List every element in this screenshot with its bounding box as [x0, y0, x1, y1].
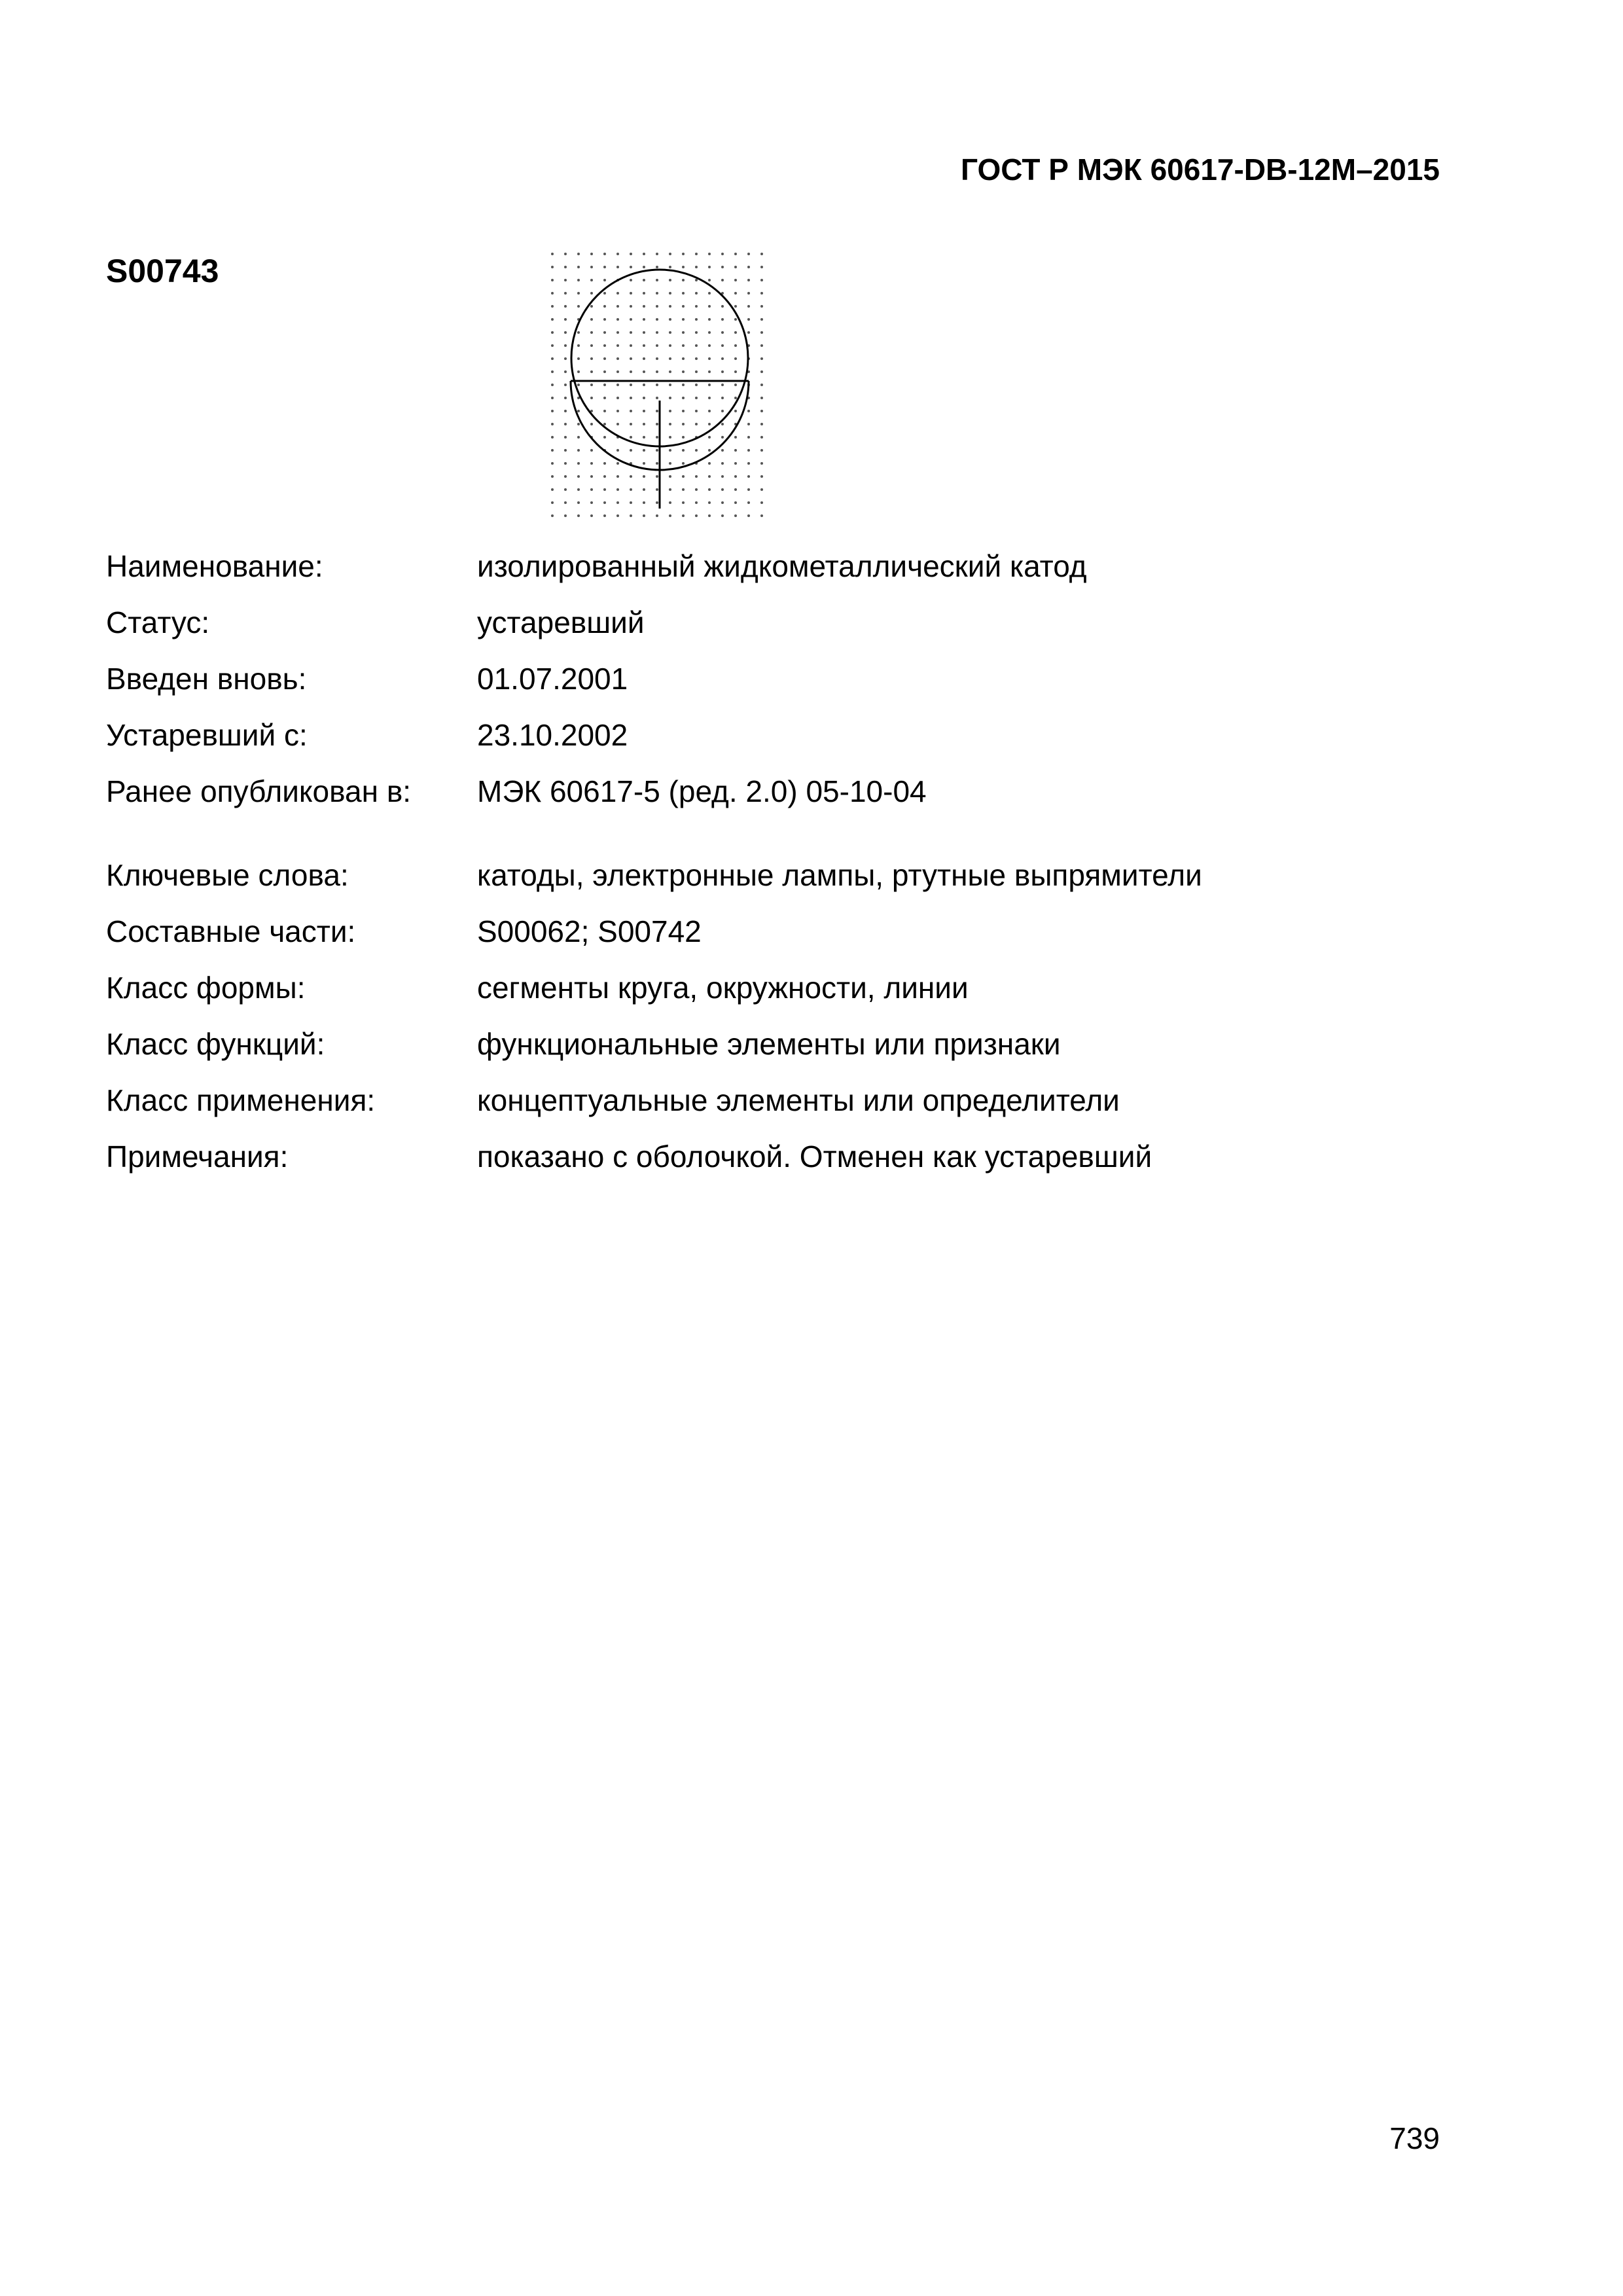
- field-label: Класс функций:: [106, 1027, 325, 1061]
- field-row-function-class: [106, 1016, 1480, 1072]
- field-row-notes: [106, 1128, 1480, 1185]
- field-label: Устаревший с:: [106, 718, 308, 752]
- field-value: 01.07.2001: [477, 662, 628, 696]
- standard-header: ГОСТ Р МЭК 60617-DB-12M–2015: [961, 152, 1440, 187]
- field-row-status: [106, 594, 1480, 651]
- field-label: Составные части:: [106, 914, 356, 948]
- attribute-table: [106, 538, 1480, 1185]
- field-value: функциональные элементы или признаки: [477, 1027, 1061, 1061]
- liquid-metal-cathode-symbol-icon: [548, 250, 771, 525]
- field-value: МЭК 60617-5 (ред. 2.0) 05-10-04: [477, 774, 927, 808]
- field-label: Ключевые слова:: [106, 858, 349, 892]
- field-label: Наименование:: [106, 549, 323, 583]
- field-value: S00062; S00742: [477, 914, 702, 948]
- field-row-shape-class: [106, 960, 1480, 1016]
- field-value: устаревший: [477, 605, 645, 639]
- field-value: катоды, электронные лампы, ртутные выпрямители: [477, 858, 1202, 892]
- field-label: Класс формы:: [106, 971, 306, 1005]
- field-label: Ранее опубликован в:: [106, 774, 412, 808]
- field-row-introduced: [106, 651, 1480, 707]
- field-value: концептуальные элементы или определители: [477, 1083, 1120, 1117]
- field-row-obsolete-since: [106, 707, 1480, 763]
- field-value: показано с оболочкой. Отменен как устаревший: [477, 1139, 1152, 1174]
- field-value: сегменты круга, окружности, линии: [477, 971, 969, 1005]
- field-value: изолированный жидкометаллический катод: [477, 549, 1087, 583]
- page-number: 739: [1389, 2121, 1440, 2155]
- field-row-previously-published: [106, 763, 1480, 819]
- field-row-name: [106, 538, 1480, 594]
- field-label: Введен вновь:: [106, 662, 307, 696]
- field-label: Класс применения:: [106, 1083, 376, 1117]
- symbol-code: S00743: [106, 253, 219, 289]
- field-row-application-class: [106, 1072, 1480, 1128]
- field-row-keywords: [106, 847, 1480, 903]
- field-row-components: [106, 903, 1480, 960]
- field-label: Примечания:: [106, 1139, 289, 1174]
- field-value: 23.10.2002: [477, 718, 628, 752]
- field-label: Статус:: [106, 605, 210, 639]
